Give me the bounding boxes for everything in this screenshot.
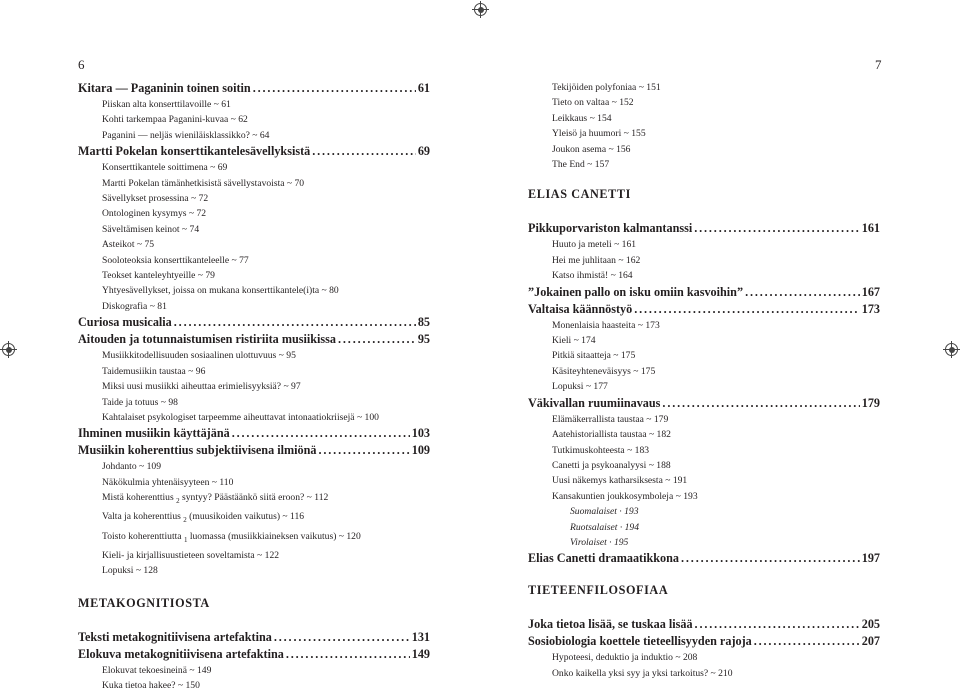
toc-subentry: Lopuksi ~ 128 <box>102 565 158 577</box>
toc-entry[interactable]: Väkivallan ruumiinavaus . . . 179 <box>528 395 880 412</box>
toc-subentry: Sävellykset prosessina ~ 72 <box>102 193 209 205</box>
toc-subentry: Martti Pokelan tämänhetkisistä sävellystavoista ~ 70 <box>102 177 305 189</box>
toc-subentry: Musiikkitodellisuuden sosiaalinen ulottuvuus ~ 95 <box>102 350 296 362</box>
toc-subentry: Hei me juhlitaan ~ 162 <box>552 254 641 266</box>
toc-subentry: Asteikot ~ 75 <box>102 239 155 251</box>
toc-subentry: Yleisö ja huumori ~ 155 <box>552 128 646 140</box>
toc-subentry: Ontologinen kysymys ~ 72 <box>102 208 207 220</box>
section-heading: TIETEENFILOSOFIAA <box>528 583 669 598</box>
toc-subentry: Huuto ja meteli ~ 161 <box>552 239 637 251</box>
toc-subentry: Tutkimuskohteesta ~ 183 <box>552 444 650 456</box>
toc-subentry: Taide ja totuus ~ 98 <box>102 396 178 408</box>
right-page <box>480 0 960 699</box>
toc-subentry: Valta ja koherenttius $_2$ (muusikoiden vaikutus) ~ 116 <box>102 511 305 525</box>
toc-entry[interactable]: Elias Canetti dramaatikkona . . . 197 <box>528 550 880 567</box>
toc-entry[interactable]: Aitouden ja totunnaistumisen ristiriita musiikissa . . . 95 <box>78 331 430 348</box>
toc-subentry: Säveltämisen keinot ~ 74 <box>102 223 200 235</box>
page-number-right: 7 <box>875 57 882 72</box>
toc-entry[interactable]: Valtaisa käännöstyö . . . 173 <box>528 301 880 318</box>
toc-subentry: Konserttikantele soittimena ~ 69 <box>102 162 228 174</box>
toc-subentry: Hypoteesi, deduktio ja induktio ~ 208 <box>552 652 698 664</box>
toc-subentry: Taidemusiikin taustaa ~ 96 <box>102 365 206 377</box>
toc-subentry: Canetti ja psykoanalyysi ~ 188 <box>552 459 671 471</box>
toc-subentry: Piiskan alta konserttilavoille ~ 61 <box>102 99 231 110</box>
toc-subentry-italic: Ruotsalaiset · 194 <box>570 521 640 533</box>
toc-subentry: Toisto koherenttiutta $_1$ luomassa (musiikkiaineksen vaikutus) ~ 120 <box>102 530 361 544</box>
toc-subentry: Sooloteoksia konserttikanteleelle ~ 77 <box>102 254 249 266</box>
toc-subentry: Lopuksi ~ 177 <box>552 381 608 393</box>
toc-subentry: Pitkiä sitaatteja ~ 175 <box>552 350 636 362</box>
toc-subentry: Kuka tietoa hakee? ~ 150 <box>102 680 200 692</box>
page-number-left: 6 <box>78 57 85 72</box>
toc-subentry: Diskografia ~ 81 <box>102 300 167 312</box>
toc-subentry: Elokuvat tekoesineinä ~ 149 <box>102 664 212 676</box>
toc-entry[interactable]: Sosiobiologia koettele tieteellisyyden rajoja . . . 207 <box>528 633 880 650</box>
toc-subentry: Monenlaisia haasteita ~ 173 <box>552 319 660 331</box>
toc-subentry: Leikkaus ~ 154 <box>552 112 612 124</box>
toc-subentry-italic: Virolaiset · 195 <box>570 536 629 548</box>
toc-subentry: Kieli- ja kirjallisuustieteen soveltamista ~ 122 <box>102 550 280 562</box>
toc-subentry: Käsiteyhteneväisyys ~ 175 <box>552 365 656 377</box>
toc-subentry: Onko kaikella yksi syy ja yksi tarkoitus? ~ 210 <box>552 667 733 679</box>
toc-subentry: The End ~ 157 <box>552 159 610 171</box>
toc-entry[interactable]: Musiikin koherenttius subjektiivisena ilmiönä . . . 109 <box>78 442 430 459</box>
toc-subentry: Kohti tarkempaa Paganini-kuvaa ~ 62 <box>102 114 248 126</box>
toc-entry[interactable]: Curiosa musicalia . . . 85 <box>78 314 430 331</box>
toc-subentry: Paganini — neljäs wieniläisklassikko? ~ 64 <box>102 129 270 141</box>
toc-subentry: Johdanto ~ 109 <box>102 461 162 473</box>
toc-entry[interactable]: Pikkuporvariston kalmantanssi . . . 161 <box>528 220 880 237</box>
section-heading: METAKOGNITIOSTA <box>78 595 210 610</box>
toc-subentry: Kansakuntien joukkosymboleja ~ 193 <box>552 490 698 502</box>
toc-subentry: Kahtalaiset psykologiset tarpeemme aiheuttavat intonaatiokriisejä ~ 100 <box>102 411 379 423</box>
toc-subentry: Uusi näkemys katharsiksesta ~ 191 <box>552 475 688 487</box>
section-heading: ELIAS CANETTI <box>528 187 631 202</box>
toc-subentry: Katso ihmistä! ~ 164 <box>552 270 633 282</box>
right-toc-column <box>528 80 880 681</box>
toc-subentry: Näkökulmia yhtenäisyyteen ~ 110 <box>102 476 234 488</box>
toc-subentry: Tieto on valtaa ~ 152 <box>552 97 634 109</box>
toc-entry[interactable]: Teksti metakognitiivisena artefaktina . . . 131 <box>78 629 430 646</box>
toc-entry[interactable]: Joka tietoa lisää, se tuskaa lisää . . . 205 <box>528 616 880 633</box>
toc-entry[interactable]: ”Jokainen pallo on isku omiin kasvoihin” . . . 167 <box>528 284 880 301</box>
toc-subentry-italic: Suomalaiset · 193 <box>570 506 639 518</box>
toc-subentry: Miksi uusi musiikki aiheuttaa erimielisyyksiä? ~ 97 <box>102 381 301 393</box>
toc-subentry: Teokset kanteleyhtyeille ~ 79 <box>102 270 215 282</box>
toc-subentry: Mistä koherenttius $_2$ syntyy? Päästäänkö siitä eroon? ~ 112 <box>102 492 329 506</box>
toc-entry[interactable]: Kitara — Paganinin toinen soitin . . . 61 <box>78 80 430 97</box>
toc-subentry: Kieli ~ 174 <box>552 335 596 347</box>
toc-entry[interactable]: Martti Pokelan konserttikantelesävellyksistä . . . 69 <box>78 143 430 160</box>
toc-subentry: Joukon asema ~ 156 <box>552 143 631 155</box>
toc-subentry: Yhtyesävellykset, joissa on mukana konserttikantele(i)ta ~ 80 <box>102 285 339 297</box>
toc-subentry: Tekijöiden polyfoniaa ~ 151 <box>552 82 661 93</box>
toc-entry[interactable]: Ihminen musiikin käyttäjänä . . . 103 <box>78 425 430 442</box>
toc-subentry: Aatehistoriallista taustaa ~ 182 <box>552 429 671 441</box>
toc-subentry: Elämäkerrallista taustaa ~ 179 <box>552 413 669 425</box>
toc-entry[interactable]: Elokuva metakognitiivisena artefaktina . . . 149 <box>78 646 430 663</box>
left-toc-column <box>78 80 430 694</box>
